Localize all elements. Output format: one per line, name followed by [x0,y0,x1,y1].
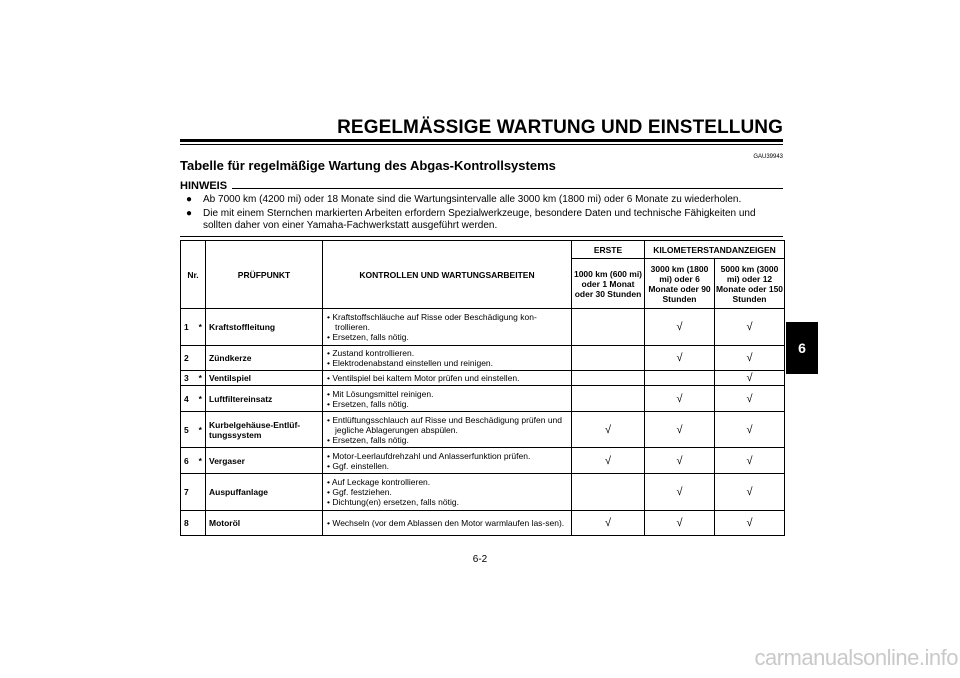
work-description [323,511,572,536]
check-mark-1000km [572,371,645,386]
check-mark-3000km: √ [645,346,715,371]
check-item: Auspuffanlage [206,474,323,511]
check-item: Zündkerze [206,346,323,371]
work-description [323,309,572,346]
check-item: Kurbelgehäuse-Entlüf-tungssystem [206,412,323,448]
check-mark-5000km: √ [715,511,785,536]
check-mark-3000km: √ [645,511,715,536]
note-rule [232,188,783,189]
header-work: KONTROLLEN UND WARTUNGSARBEITEN [323,241,572,309]
note-text: Ab 7000 km (4200 mi) oder 18 Monate sind die Wartungsintervalle alle 3000 km (1800 mi) oder 6 Monate zu wiederholen. [203,194,742,205]
header-interval-2: 3000 km (1800 mi) oder 6 Monate oder 90 Stunden [645,259,715,309]
special-tool-marker: * [196,371,206,386]
work-line: • Ersetzen, falls nötig. [327,434,409,445]
check-item: Motoröl [206,511,323,536]
check-mark-3000km: √ [645,412,715,448]
note-item [186,208,784,232]
check-mark-5000km: √ [715,386,785,412]
bullet-icon: ● [186,194,193,205]
work-description [323,386,572,412]
work-description [323,371,572,386]
header-rule [180,139,783,142]
special-tool-marker: * [196,386,206,412]
page-title: REGELMÄSSIGE WARTUNG UND EINSTELLUNG [337,117,783,138]
check-mark-1000km [572,474,645,511]
section-title: Tabelle für regelmäßige Wartung des Abgas-Kontrollsystems [180,158,556,173]
work-line: • Elektrodenabstand einstellen und reinigen. [327,358,494,368]
check-mark-1000km: √ [572,412,645,448]
row-number: 4 [181,386,196,412]
header-item: PRÜFPUNKT [206,241,323,309]
header-rule-thin [180,144,783,145]
work-description [323,346,572,371]
doc-code: GAU39943 [753,154,783,160]
special-tool-marker [196,474,206,511]
special-tool-marker [196,346,206,371]
check-mark-3000km [645,371,715,386]
work-line: • Motor-Leerlaufdrehzahl und Anlasserfunktion prüfen. [327,450,531,461]
check-mark-5000km: √ [715,412,785,448]
work-line: • Ersetzen, falls nötig. [327,398,409,409]
check-item: Luftfiltereinsatz [206,386,323,412]
check-mark-1000km [572,309,645,346]
check-mark-1000km [572,346,645,371]
note-label: HINWEIS [180,180,228,192]
special-tool-marker: * [196,412,206,448]
row-number: 8 [181,511,196,536]
header-interval-3: 5000 km (3000 mi) oder 12 Monate oder 150 Stunden [715,259,785,309]
check-item: Kraftstoffleitung [206,309,323,346]
header-nr: Nr. [181,241,206,309]
check-mark-5000km: √ [715,309,785,346]
special-tool-marker: * [196,448,206,474]
row-number: 5 [181,412,196,448]
table-row [181,474,785,511]
header-interval-1: 1000 km (600 mi) oder 1 Monat oder 30 Stunden [572,259,645,309]
bullet-icon: ● [186,208,193,219]
row-number: 3 [181,371,196,386]
special-tool-marker: * [196,309,206,346]
maintenance-table [180,240,785,536]
header-odometer: KILOMETERSTANDANZEIGEN [645,241,785,259]
work-line: • Auf Leckage kontrollieren. [327,477,431,487]
check-item: Ventilspiel [206,371,323,386]
table-row [181,511,785,536]
check-mark-5000km: √ [715,448,785,474]
watermark: carmanualsonline.info [754,645,958,670]
check-mark-5000km: √ [715,474,785,511]
note-end-rule [180,236,783,237]
check-mark-5000km: √ [715,371,785,386]
check-mark-5000km: √ [715,346,785,371]
table-row [181,412,785,448]
page-number: 6-2 [472,554,488,565]
table-row [181,309,785,346]
check-mark-3000km: √ [645,309,715,346]
check-mark-1000km [572,386,645,412]
work-line: • Zustand kontrollieren. [327,348,415,358]
work-description [323,448,572,474]
row-number: 7 [181,474,196,511]
work-description [323,474,572,511]
work-line: • Ggf. einstellen. [327,460,390,471]
work-line: • Ventilspiel bei kaltem Motor prüfen und einstellen. [327,373,520,383]
check-mark-1000km: √ [572,511,645,536]
work-line: • Mit Lösungsmittel reinigen. [327,388,434,399]
table-row [181,448,785,474]
table-row [181,386,785,412]
note-item [186,194,784,206]
check-mark-3000km: √ [645,448,715,474]
row-number: 6 [181,448,196,474]
work-line: • Dichtung(en) ersetzen, falls nötig. [327,497,459,507]
work-line: • Ggf. festziehen. [327,487,392,497]
table-body [181,309,785,536]
work-line: • Kraftstoffschläuche auf Risse oder Beschädigung kon-trollieren. [327,312,537,332]
work-line: • Ersetzen, falls nötig. [327,332,409,342]
check-item: Vergaser [206,448,323,474]
header-first: ERSTE [572,241,645,259]
work-line: • Entlüftungsschlauch auf Risse und Beschädigung prüfen und jegliche Ablagerungen abspülen. [327,414,562,435]
table-row [181,346,785,371]
table-row [181,371,785,386]
work-description [323,412,572,448]
row-number: 1 [181,309,196,346]
note-text: Die mit einem Sternchen markierten Arbeiten erfordern Spezialwerkzeuge, besondere Daten und technische Fähigkeiten und sollten daher von einer Yamaha-Fachwerkstatt ausgeführt werden. [203,208,756,231]
special-tool-marker [196,511,206,536]
chapter-tab: 6 [786,322,818,374]
check-mark-1000km: √ [572,448,645,474]
check-mark-3000km: √ [645,386,715,412]
row-number: 2 [181,346,196,371]
work-line: • Wechseln (vor dem Ablassen den Motor warmlaufen las-sen). [327,518,565,528]
check-mark-3000km: √ [645,474,715,511]
